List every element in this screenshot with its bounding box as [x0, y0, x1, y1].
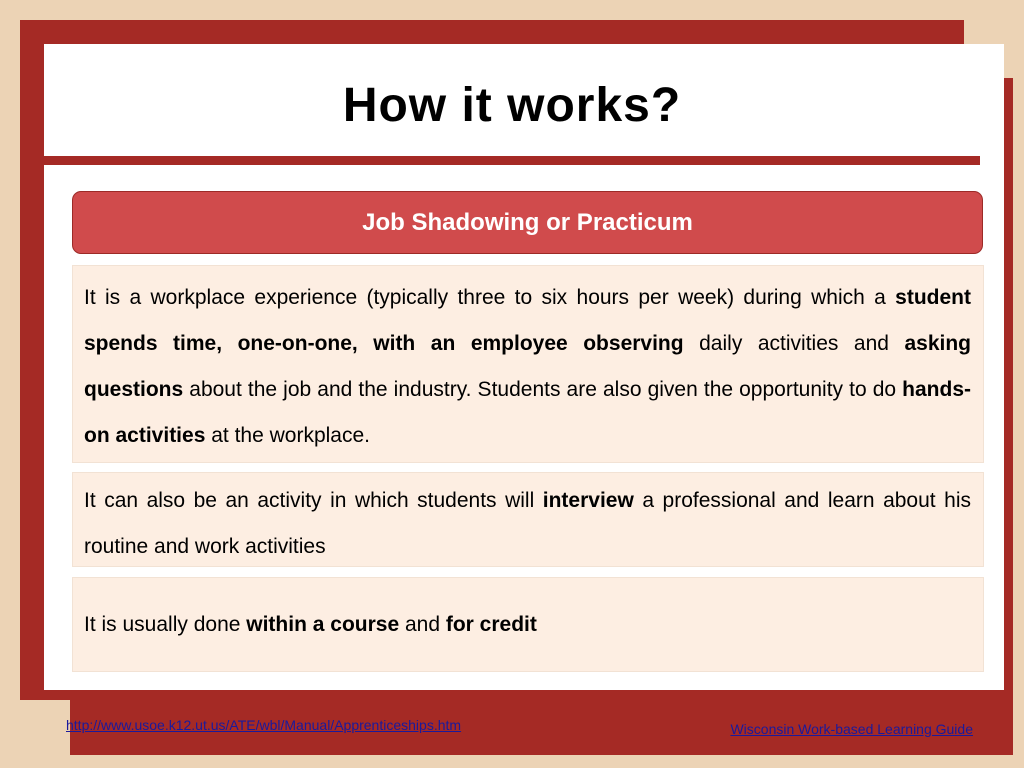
text-segment: a professional and learn about his routine and work activities	[84, 489, 971, 558]
description-box-1	[72, 265, 984, 463]
text-segment: and	[399, 612, 446, 636]
banner-label: Job Shadowing or Practicum	[362, 208, 693, 236]
description-paragraph-3	[84, 602, 537, 648]
description-box-2	[72, 472, 984, 567]
slide-title: How it works?	[342, 79, 682, 132]
source-link[interactable]: http://www.usoe.k12.ut.us/ATE/wbl/Manual/Apprenticeships.htm	[66, 717, 462, 733]
text-segment: at the workplace.	[205, 424, 370, 447]
guide-link[interactable]: Wisconsin Work-based Learning Guide	[730, 721, 973, 737]
text-segment: It is usually done	[84, 612, 247, 636]
description-paragraph-2	[84, 478, 971, 570]
text-segment: It can also be an activity in which students will	[84, 489, 543, 512]
bold-segment: hands-on activities	[84, 378, 971, 447]
section-banner	[72, 191, 983, 254]
title-divider	[44, 156, 980, 165]
text-segment: It is a workplace experience (typically three to six hours per week) during which a	[84, 286, 896, 309]
bold-segment: student spends time, one-on-one, with an employee observing	[84, 286, 971, 355]
text-segment: about the job and the industry. Students are also given the opportunity to do	[183, 378, 903, 401]
bold-segment: within a course	[246, 612, 400, 636]
bold-segment: interview	[542, 489, 634, 512]
bold-segment: asking questions	[84, 332, 971, 401]
description-paragraph-1	[84, 275, 971, 459]
text-segment: daily activities and	[683, 332, 905, 355]
bold-segment: for credit	[445, 612, 537, 636]
description-box-3	[72, 577, 984, 672]
